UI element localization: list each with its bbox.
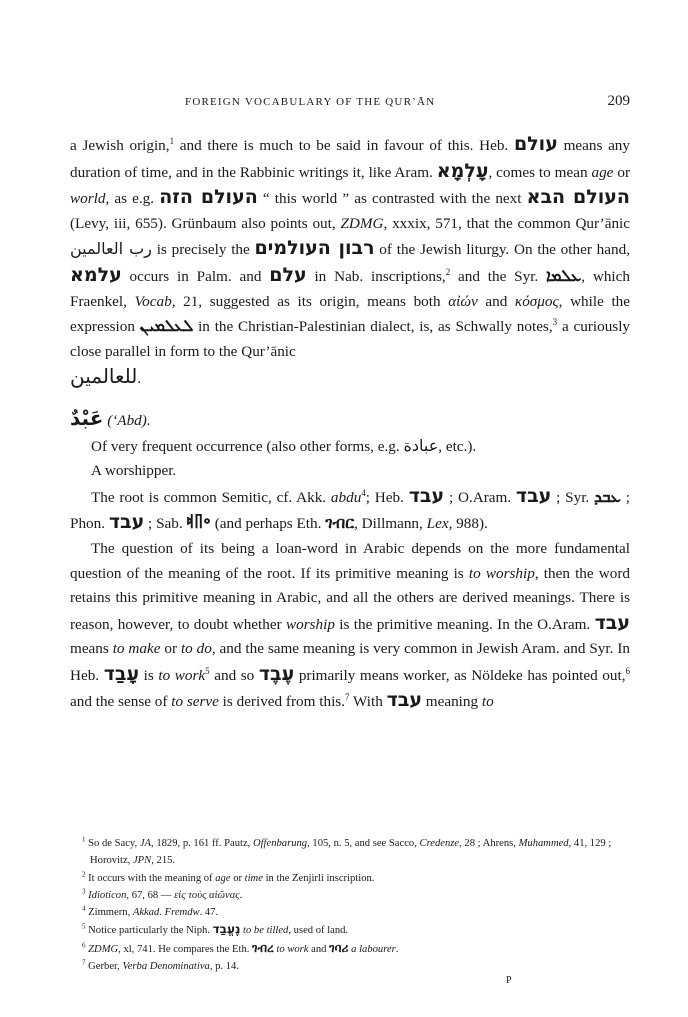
syriac-alma: ܥܠܡܐ xyxy=(546,265,582,285)
hebrew-this-world: העולם הזה xyxy=(159,186,258,209)
running-title: FOREIGN VOCABULARY OF THE QUR’ĀN xyxy=(185,96,436,108)
paragraph-root: The root is common Semitic, cf. Akk. abdu$^4$; Heb. עבד ; O.Aram. עבד ; Syr. ܥܒܕ ; Phon. עבד ; Sab. 𐩲𐩨𐩵 (and perhaps Eth. ገብር, Dillmann, Lex, 988). xyxy=(70,484,630,534)
hebrew-abad-3: עבד xyxy=(386,689,422,712)
aramaic-alma: עָלְמָא xyxy=(436,159,489,182)
entry-arabic-abd: عَبْدٌ xyxy=(70,405,104,430)
entry-heading xyxy=(70,406,630,434)
hebrew-ribbon: רבון העולמים xyxy=(254,237,375,260)
footnote-ref-4: 4 xyxy=(361,487,366,498)
footnote-ref-3: 3 xyxy=(552,317,558,328)
footnote-ref-7: 7 xyxy=(345,692,350,703)
paragraph-meaning: A worshipper. xyxy=(91,462,177,480)
footnote-7: $^7$ Gerber, Verba Denominativa, p. 14. xyxy=(82,958,239,973)
greek-kosmos: κόσμος xyxy=(514,292,559,310)
hebrew-eved: עֶבֶד xyxy=(258,662,295,685)
phoenician-abad: עבד xyxy=(108,511,145,534)
footnote-ref-6: 6 xyxy=(625,665,630,676)
footnote-5: $^5$ Notice particularly the Niph. נֶעֱבַד to be tilled, used of land. xyxy=(82,922,349,937)
ethiopic-gbr: ገብር xyxy=(325,513,355,533)
entry-transliteration: (‘Abd). xyxy=(107,411,151,429)
aramaic-abad: עבד xyxy=(515,484,552,507)
greek-aion: αἰών xyxy=(448,292,478,310)
aramaic-abad-2: עבד xyxy=(594,611,630,634)
arabic-lil-alamin: للعالمين xyxy=(70,364,138,389)
hebrew-abad: עבד xyxy=(408,484,445,507)
page-number: 209 xyxy=(607,93,630,109)
hebrew-alma: עלמא xyxy=(70,263,122,286)
hebrew-olam: עולם xyxy=(513,133,558,155)
footnote-2: $^2$ It occurs with the meaning of age or time in the Zenjirli inscription. xyxy=(82,870,375,884)
footnote-ref-1: 1 xyxy=(169,135,175,146)
footnote-4: $^4$ Zimmern, Akkad. Fremdw. 47. xyxy=(82,904,219,919)
sabaean-abad: 𐩲𐩨𐩵 xyxy=(186,513,211,533)
hebrew-abad-2: עָבַד xyxy=(103,662,140,685)
footnotes xyxy=(70,835,630,975)
footnote-ref-5: 5 xyxy=(205,665,210,676)
footnote-1: $^1$ So de Sacy, JA, 1829, p. 161 ff. Pautz, Offenbarung, 105, n. 5, and see Sacco, Credenze, 28 ; Ahrens, Muhammed, 41, 129 ; Horovitz, JPN, 215. xyxy=(82,835,612,867)
syriac-abad: ܥܒܕ xyxy=(594,486,621,506)
footnote-3: $^3$ Idioticon, 67, 68 — εἰς τοὺς αἰῶνας. xyxy=(82,887,243,901)
hebrew-next-world: העולם הבא xyxy=(526,186,630,209)
running-header xyxy=(70,93,630,118)
arabic-rabb-al-alamin: رب العالمين xyxy=(70,239,152,259)
cpa-expression: ܠܥܠܡܝܢ xyxy=(139,316,194,336)
footnote-ref-2: 2 xyxy=(445,266,451,277)
footnote-6: $^6$ ZDMG, xl, 741. He compares the Eth. ገብረ to work and ገባሪ a labourer. xyxy=(82,940,399,955)
main-text xyxy=(70,132,630,715)
paragraph-loanword: The question of its being a loan-word in Arabic depends on the more fundamental question of the meaning of the root. If its primitive meaning is to worship, then the word retains this primitive meaning in Arabic, and all the others are derived meanings. There is reason, however, to doubt whether worship is the primitive meaning. In the O.Aram. עבד means to make or to do, and the same meaning is very common in Jewish Aram. and Syr. In Heb. עָבַד is to work$^5$ and so עֶבֶד primarily means worker, as Nöldeke has pointed out,$^6$ and the sense of to serve is derived from this.$^7$ With עבד meaning to xyxy=(70,539,630,712)
paragraph-occurrence: Of very frequent occurrence (also other forms, e.g. عبادة, etc.). xyxy=(91,435,477,455)
arabic-ibada: عبادة xyxy=(403,435,439,455)
hebrew-alm: עלם xyxy=(269,263,307,286)
signature-mark: P xyxy=(506,975,512,986)
paragraph-olam: a Jewish origin,$^1$ and there is much to be said in favour of this. Heb. עולם means any duration of time, and in the Rabbinic writings it, like Aram. עָלְמָא, comes to mean age or world, as e.g. העולם הזה “ this world ” as contrasted with the next העולם הבא (Levy, iii, 655). Grünbaum also points out, ZDMG, xxxix, 571, that the common Qur’ānic رب العالمين is precisely the רבון העולמים of the Jewish liturgy. On the other hand, עלמא occurs in Palm. and עלם in Nab. inscriptions,$^2$ and the Syr. ܥܠܡܐ, which Fraenkel, Vocab, 21, suggested as its origin, means both αἰών and κόσμος, while the expression ܠܥܠܡܝܢ in the Christian-Palestinian dialect, is, as Schwally notes,$^3$ a curiously close parallel in form to the Qur’ānic للعالمين. xyxy=(70,133,631,389)
